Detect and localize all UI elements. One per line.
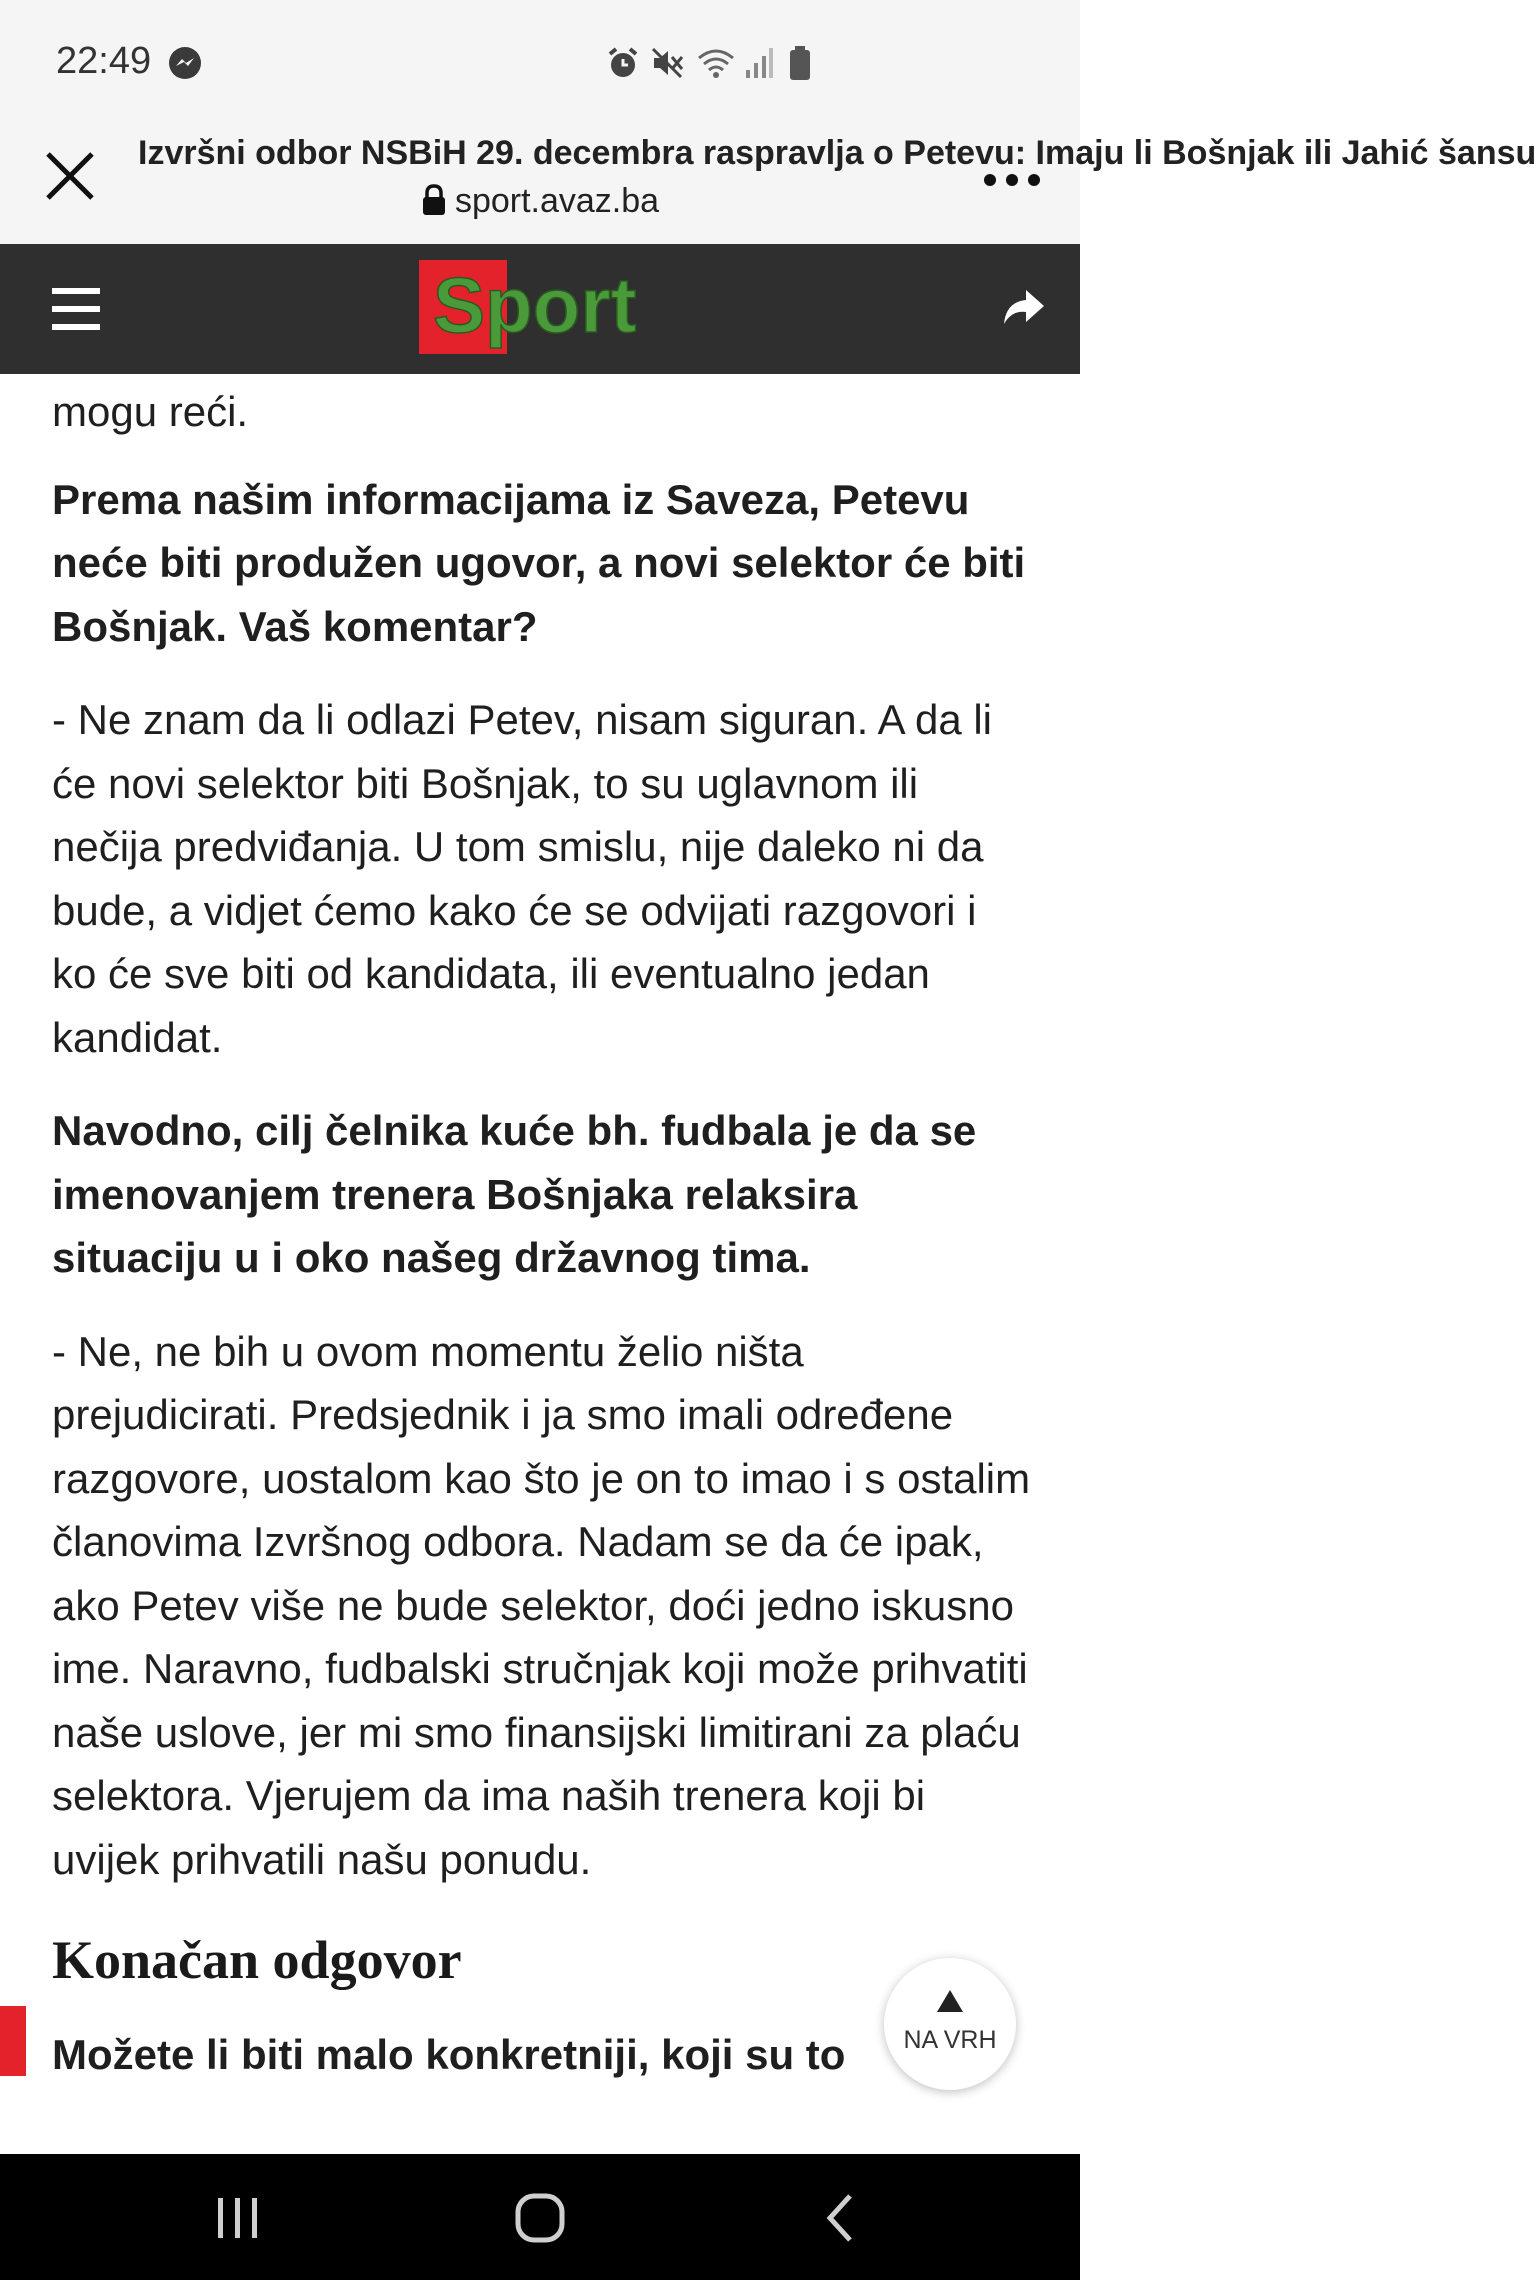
interview-answer: - Ne znam da li odlazi Petev, nisam siguran. A da li će novi selektor biti Bošnjak, to su uglavnom ili nečija predviđanja. U tom smislu, nije daleko ni da bude, a vidjet ćemo kako će se odvijati razgovori i ko će sve biti od kandidata, ili eventualno jedan kandidat. bbox=[52, 696, 993, 1061]
status-time: 22:49 bbox=[56, 40, 152, 82]
home-icon bbox=[510, 2192, 570, 2244]
paragraph-continuation: mogu reći. bbox=[52, 388, 249, 435]
wifi-icon bbox=[696, 46, 736, 85]
back-icon bbox=[812, 2192, 872, 2244]
back-to-top-label: NA VRH bbox=[903, 2026, 997, 2054]
home-button[interactable] bbox=[510, 2192, 570, 2244]
status-bar bbox=[0, 0, 1080, 120]
heading-accent-bar bbox=[0, 2006, 26, 2076]
recent-apps-icon bbox=[208, 2192, 268, 2244]
menu-button[interactable] bbox=[50, 284, 102, 334]
mute-icon bbox=[650, 46, 684, 85]
article-body bbox=[52, 374, 1032, 2154]
more-options-button[interactable] bbox=[980, 162, 1044, 198]
share-icon bbox=[1000, 284, 1048, 332]
site-logo[interactable] bbox=[419, 260, 675, 358]
share-button[interactable] bbox=[1000, 284, 1048, 332]
interview-answer: - Ne, ne bih u ovom momentu želio ništa prejudicirati. Predsjednik i ja smo imali određene razgovore, uostalom kao što je on to imao i s ostalim članovima Izvršnog odbora. Nadam se da će ipak, ako Petev više ne bude selektor, doći jedno iskusno ime. Naravno, fudbalski stručnjak koji može prihvatiti naše uslove, jer mi smo finansijski limitirani za plaću selektora. Vjerujem da ima naših trenera koji bi uvijek prihvatili našu ponudu. bbox=[52, 1327, 1031, 1883]
interview-question: Možete li biti malo konkretniji, koji su to bbox=[52, 2031, 846, 2078]
interview-question: Prema našim informacijama iz Saveza, Petevu neće biti produžen ugovor, a novi selektor će biti Bošnjak. Vaš komentar? bbox=[52, 475, 1026, 650]
battery-icon bbox=[788, 46, 812, 85]
page-url[interactable] bbox=[0, 182, 1080, 225]
site-header bbox=[0, 244, 1080, 374]
signal-icon bbox=[744, 46, 774, 85]
section-heading: Konačan odgovor bbox=[52, 1930, 462, 1990]
alarm-icon bbox=[606, 46, 640, 85]
interview-question: Navodno, cilj čelnika kuće bh. fudbala je da se imenovanjem trenera Bošnjaka relaksira situaciju u i oko našeg državnog tima. bbox=[52, 1107, 977, 1281]
browser-toolbar bbox=[0, 120, 1536, 244]
back-button[interactable] bbox=[812, 2192, 872, 2244]
menu-icon bbox=[50, 284, 102, 334]
more-icon bbox=[980, 162, 1044, 198]
page-title: Izvršni odbor NSBiH 29. decembra raspravlja o Petevu: Imaju li Bošnjak ili Jahić šansu bbox=[138, 134, 1536, 172]
logo-text: Sport bbox=[433, 261, 637, 349]
lock-icon bbox=[421, 184, 447, 225]
back-to-top-button[interactable] bbox=[884, 1958, 1016, 2090]
url-text: sport.avaz.ba bbox=[454, 182, 660, 220]
messenger-icon bbox=[168, 46, 202, 85]
system-nav-bar bbox=[0, 2154, 1080, 2280]
recent-apps-button[interactable] bbox=[208, 2192, 268, 2244]
arrow-up-icon bbox=[935, 1988, 965, 2014]
